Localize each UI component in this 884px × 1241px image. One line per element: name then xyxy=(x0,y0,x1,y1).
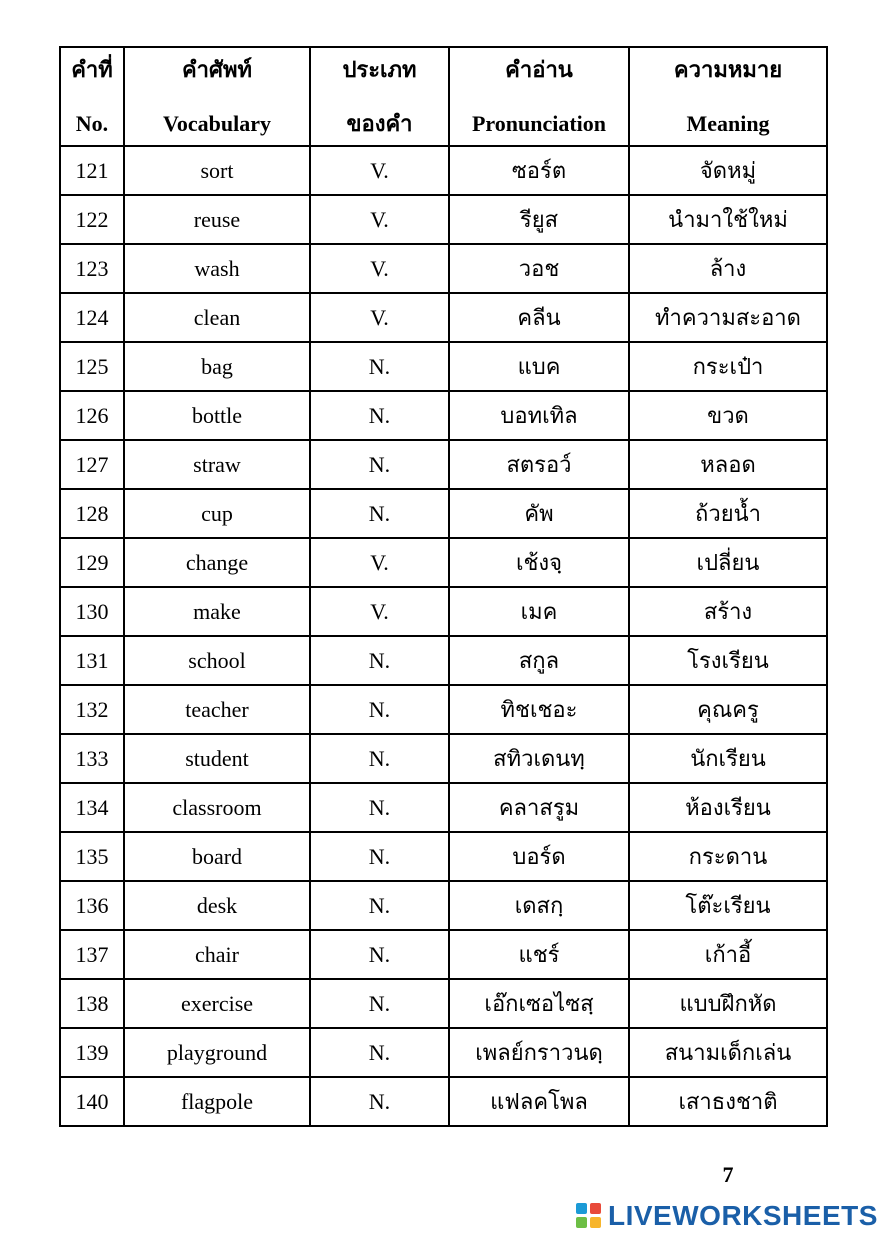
cell-pronunciation: สทิวเดนทฺ xyxy=(449,734,629,783)
header-no-english: No. xyxy=(75,110,109,136)
cell-word: bag xyxy=(124,342,310,391)
table-row xyxy=(60,783,827,832)
cell-pronunciation: สกูล xyxy=(449,636,629,685)
cell-type: N. xyxy=(310,685,449,734)
cell-pronunciation: ซอร์ต xyxy=(449,146,629,195)
cell-type: N. xyxy=(310,1028,449,1077)
cell-no: 126 xyxy=(60,391,124,440)
table-row xyxy=(60,832,827,881)
cell-word: sort xyxy=(124,146,310,195)
table-row xyxy=(60,1077,827,1126)
header-pronunciation xyxy=(449,47,629,146)
cell-type: V. xyxy=(310,538,449,587)
cell-meaning: ขวด xyxy=(629,391,827,440)
cell-pronunciation: คลาสรูม xyxy=(449,783,629,832)
cell-meaning: นำมาใช้ใหม่ xyxy=(629,195,827,244)
cell-pronunciation: ทิชเชอะ xyxy=(449,685,629,734)
table-row xyxy=(60,195,827,244)
cell-type: N. xyxy=(310,489,449,538)
header-word-type-line1: ประเภท xyxy=(342,56,417,82)
cell-word: flagpole xyxy=(124,1077,310,1126)
cell-no: 130 xyxy=(60,587,124,636)
cell-pronunciation: เอ๊กเซอไซสฺ xyxy=(449,979,629,1028)
table-row xyxy=(60,587,827,636)
cell-pronunciation: แบค xyxy=(449,342,629,391)
cell-pronunciation: วอช xyxy=(449,244,629,293)
cell-meaning: หลอด xyxy=(629,440,827,489)
cell-word: bottle xyxy=(124,391,310,440)
header-word-type xyxy=(310,47,449,146)
cell-meaning: กระดาน xyxy=(629,832,827,881)
cell-meaning: สนามเด็กเล่น xyxy=(629,1028,827,1077)
table-row xyxy=(60,979,827,1028)
table-row xyxy=(60,538,827,587)
table-row xyxy=(60,440,827,489)
table-row xyxy=(60,391,827,440)
header-vocabulary-thai: คำศัพท์ xyxy=(181,56,253,82)
cell-word: reuse xyxy=(124,195,310,244)
table-row xyxy=(60,244,827,293)
cell-type: N. xyxy=(310,636,449,685)
cell-word: student xyxy=(124,734,310,783)
cell-no: 133 xyxy=(60,734,124,783)
cell-type: N. xyxy=(310,979,449,1028)
table-row xyxy=(60,930,827,979)
cell-meaning: ถ้วยน้ำ xyxy=(629,489,827,538)
cell-word: playground xyxy=(124,1028,310,1077)
cell-meaning: ล้าง xyxy=(629,244,827,293)
cell-no: 131 xyxy=(60,636,124,685)
header-no-thai: คำที่ xyxy=(71,56,113,82)
cell-no: 129 xyxy=(60,538,124,587)
table-row xyxy=(60,685,827,734)
cell-no: 124 xyxy=(60,293,124,342)
cell-pronunciation: แฟลคโพล xyxy=(449,1077,629,1126)
table-row xyxy=(60,881,827,930)
cell-no: 122 xyxy=(60,195,124,244)
cell-word: chair xyxy=(124,930,310,979)
cell-meaning: สร้าง xyxy=(629,587,827,636)
cell-pronunciation: เมค xyxy=(449,587,629,636)
cell-word: desk xyxy=(124,881,310,930)
cell-meaning: เปลี่ยน xyxy=(629,538,827,587)
liveworksheets-brand xyxy=(576,1199,878,1233)
header-vocabulary-english: Vocabulary xyxy=(163,110,271,136)
header-meaning-english: Meaning xyxy=(686,110,770,136)
cell-meaning: โรงเรียน xyxy=(629,636,827,685)
cell-word: clean xyxy=(124,293,310,342)
cell-word: board xyxy=(124,832,310,881)
header-meaning xyxy=(629,47,827,146)
cell-type: V. xyxy=(310,146,449,195)
table-row xyxy=(60,1028,827,1077)
liveworksheets-logo-icon xyxy=(576,1203,602,1229)
cell-type: N. xyxy=(310,734,449,783)
cell-meaning: จัดหมู่ xyxy=(629,146,827,195)
cell-meaning: เสาธงชาติ xyxy=(629,1077,827,1126)
cell-no: 123 xyxy=(60,244,124,293)
cell-pronunciation: เช้งจฺ xyxy=(449,538,629,587)
cell-meaning: ทำความสะอาด xyxy=(629,293,827,342)
table-row xyxy=(60,489,827,538)
cell-no: 139 xyxy=(60,1028,124,1077)
brand-name: LIVEWORKSHEETS xyxy=(608,1200,878,1231)
table-row xyxy=(60,636,827,685)
cell-pronunciation: คัพ xyxy=(449,489,629,538)
table-header-row xyxy=(60,47,827,146)
cell-pronunciation: รียูส xyxy=(449,195,629,244)
cell-no: 140 xyxy=(60,1077,124,1126)
header-meaning-thai: ความหมาย xyxy=(673,56,783,82)
cell-meaning: ห้องเรียน xyxy=(629,783,827,832)
cell-no: 136 xyxy=(60,881,124,930)
cell-no: 128 xyxy=(60,489,124,538)
cell-type: V. xyxy=(310,244,449,293)
cell-pronunciation: บอทเทิล xyxy=(449,391,629,440)
cell-type: N. xyxy=(310,391,449,440)
cell-pronunciation: สตรอว์ xyxy=(449,440,629,489)
vocabulary-table xyxy=(59,46,828,1127)
cell-type: V. xyxy=(310,293,449,342)
cell-type: N. xyxy=(310,930,449,979)
cell-word: classroom xyxy=(124,783,310,832)
cell-meaning: โต๊ะเรียน xyxy=(629,881,827,930)
page-number: 7 xyxy=(722,1162,734,1187)
cell-pronunciation: เพลย์กราวนดฺ xyxy=(449,1028,629,1077)
cell-type: N. xyxy=(310,342,449,391)
cell-no: 132 xyxy=(60,685,124,734)
cell-type: N. xyxy=(310,1077,449,1126)
cell-type: N. xyxy=(310,881,449,930)
cell-pronunciation: บอร์ด xyxy=(449,832,629,881)
cell-meaning: เก้าอี้ xyxy=(629,930,827,979)
cell-word: straw xyxy=(124,440,310,489)
cell-word: school xyxy=(124,636,310,685)
cell-meaning: นักเรียน xyxy=(629,734,827,783)
cell-no: 121 xyxy=(60,146,124,195)
cell-no: 127 xyxy=(60,440,124,489)
cell-no: 137 xyxy=(60,930,124,979)
table-row xyxy=(60,293,827,342)
cell-type: V. xyxy=(310,195,449,244)
cell-type: N. xyxy=(310,832,449,881)
cell-word: cup xyxy=(124,489,310,538)
header-pronunciation-english: Pronunciation xyxy=(471,110,607,136)
header-no xyxy=(60,47,124,146)
cell-type: N. xyxy=(310,783,449,832)
cell-meaning: คุณครู xyxy=(629,685,827,734)
table-row xyxy=(60,342,827,391)
cell-word: exercise xyxy=(124,979,310,1028)
table-row xyxy=(60,734,827,783)
cell-word: change xyxy=(124,538,310,587)
cell-pronunciation: เดสกฺ xyxy=(449,881,629,930)
cell-type: V. xyxy=(310,587,449,636)
header-word-type-line2: ของคำ xyxy=(346,110,413,136)
table-row xyxy=(60,146,827,195)
cell-type: N. xyxy=(310,440,449,489)
cell-meaning: กระเป๋า xyxy=(629,342,827,391)
cell-no: 134 xyxy=(60,783,124,832)
cell-no: 125 xyxy=(60,342,124,391)
cell-pronunciation: แชร์ xyxy=(449,930,629,979)
cell-pronunciation: คลีน xyxy=(449,293,629,342)
cell-no: 135 xyxy=(60,832,124,881)
cell-meaning: แบบฝึกหัด xyxy=(629,979,827,1028)
cell-word: make xyxy=(124,587,310,636)
cell-no: 138 xyxy=(60,979,124,1028)
cell-word: wash xyxy=(124,244,310,293)
cell-word: teacher xyxy=(124,685,310,734)
header-pronunciation-thai: คำอ่าน xyxy=(505,56,573,82)
header-vocabulary xyxy=(124,47,310,146)
